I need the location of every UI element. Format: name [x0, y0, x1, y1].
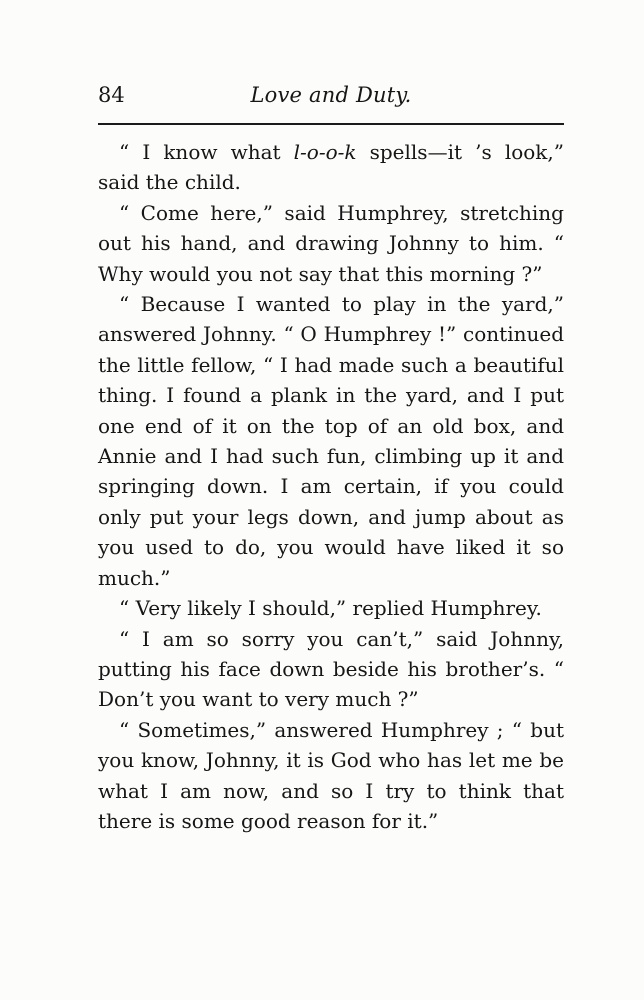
page-number: 84 — [98, 83, 125, 107]
paragraph: “ Very likely I should,” replied Humphrey. — [119, 596, 542, 621]
spelled-word: l-o-o-k — [293, 140, 357, 164]
header-rule — [98, 123, 564, 125]
paragraph: “ I am so sorry you can’t,” said Johnny, putting his face down beside his brother’s. “ Don’t you want to very much ?” — [98, 626, 564, 712]
paragraph-text: “ I know what — [119, 140, 294, 164]
paragraph-text: spells—it ’s look,” said the child. — [98, 140, 564, 195]
paragraph: “ Sometimes,” answered Humphrey ; “ but you know, Johnny, it is God who has let me be what I am now, and so I try to think that there is some good reason for it.” — [98, 717, 564, 833]
running-title: Love and Duty. — [250, 83, 412, 107]
paragraph: “ Because I wanted to play in the yard,” answered Johnny. “ O Humphrey !” continued the little fellow, “ I had made such a beautiful thing. I found a plank in the yard, and I put one end of it on the top of an old box, and Annie and I had such fun, climbing up it and springing down. I am certain, if you could only put your legs down, and jump about as you used to do, you would have liked it so much.” — [98, 292, 564, 590]
page-header — [98, 80, 564, 110]
paragraph — [98, 137, 564, 198]
body-text — [98, 137, 564, 836]
paragraph: “ Come here,” said Humphrey, stretching out his hand, and drawing Johnny to him. “ Why would you not say that this morning ?” — [98, 200, 564, 286]
